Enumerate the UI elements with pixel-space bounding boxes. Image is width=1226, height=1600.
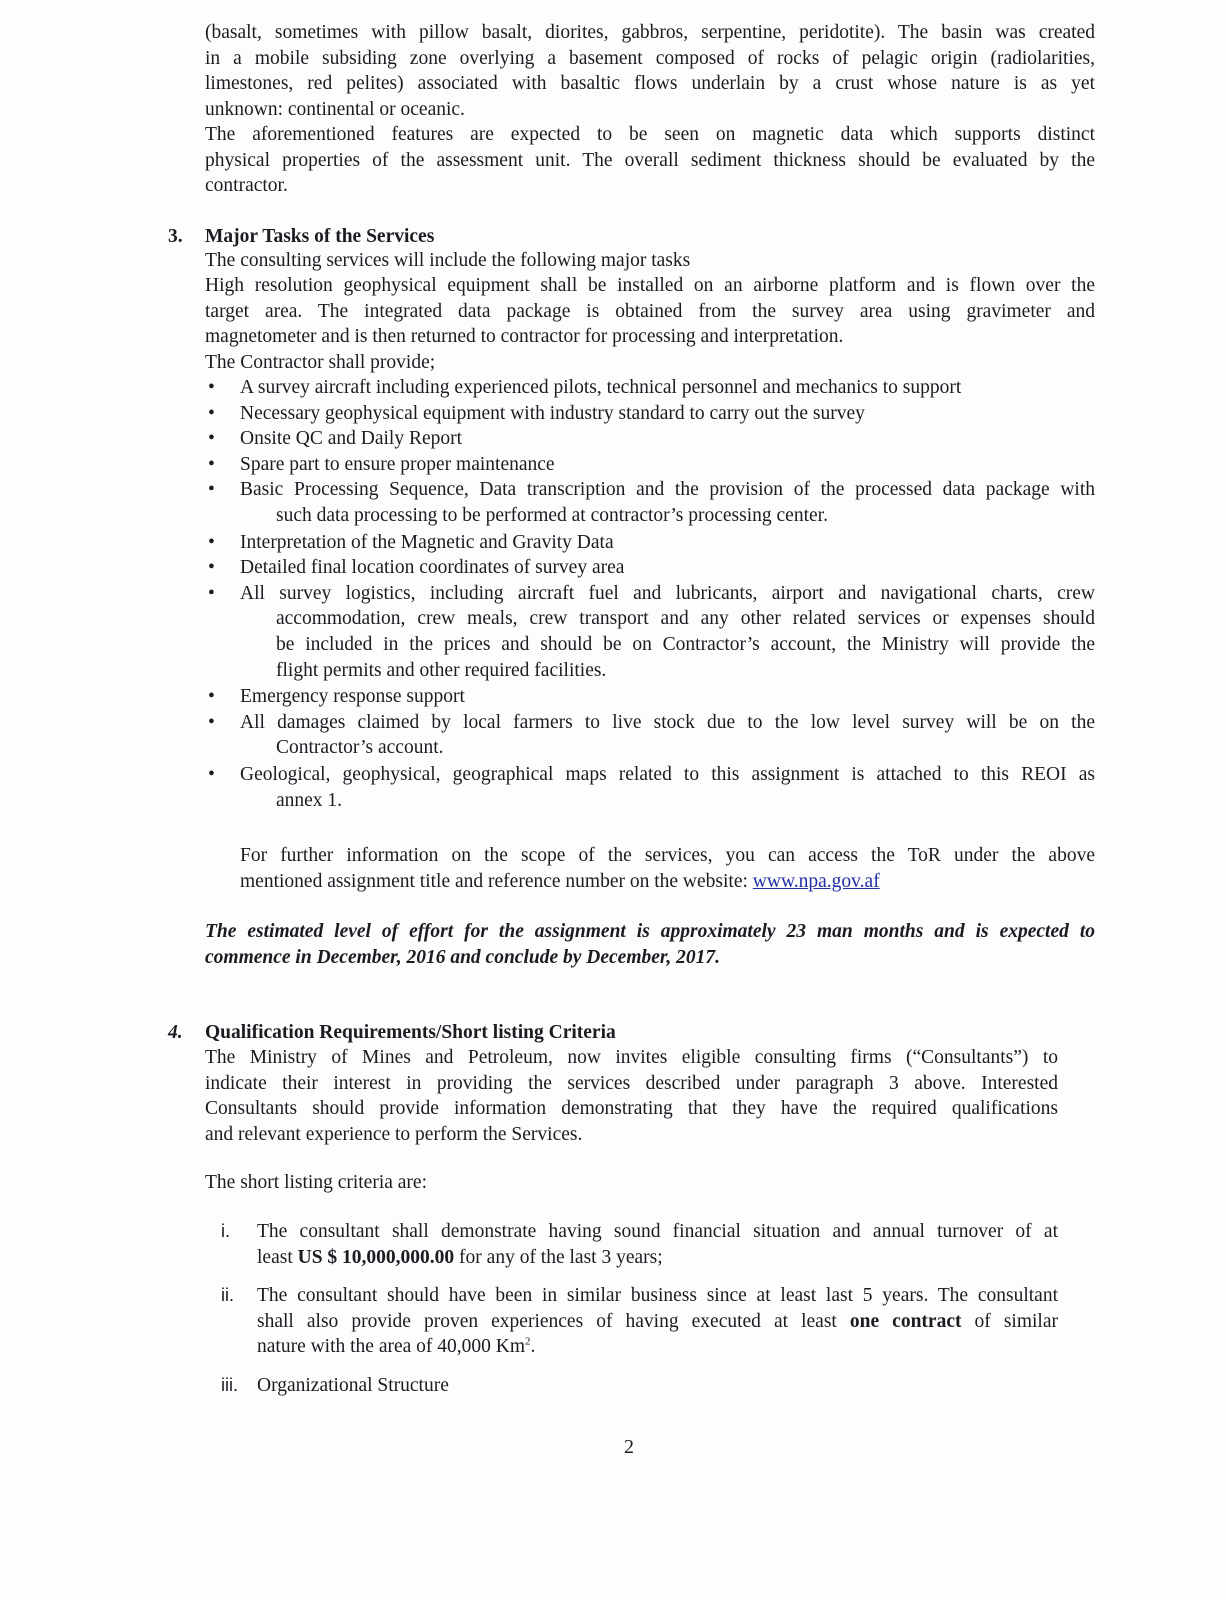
text-line: (basalt, sometimes with pillow basalt, diorites, gabbros, serpentine, peridotite). The basin was created xyxy=(205,22,1095,43)
section-3-title: Major Tasks of the Services xyxy=(205,226,435,247)
text-line: The consulting services will include the following major tasks xyxy=(205,250,691,271)
text-segment: of similar xyxy=(961,1310,1058,1332)
text-line: Necessary geophysical equipment with industry standard to carry out the survey xyxy=(240,402,865,424)
text-line: Spare part to ensure proper maintenance xyxy=(240,453,555,475)
text-segment: . xyxy=(530,1336,536,1358)
text-segment: for any of the last 3 years; xyxy=(454,1246,663,1268)
section-3-intro xyxy=(205,248,1095,274)
criteria-list xyxy=(205,1219,1058,1412)
task-bullet-item xyxy=(205,530,1095,556)
further-info-paragraph xyxy=(240,843,1095,894)
task-bullet-item xyxy=(205,452,1095,478)
task-bullet-item xyxy=(205,762,1095,813)
text-line xyxy=(257,1334,1058,1360)
text-line: magnetometer and is then returned to contractor for processing and interpretation. xyxy=(205,326,844,348)
section-3-paragraph xyxy=(205,273,1095,350)
effort-statement xyxy=(205,919,1095,970)
bullet-icon: • xyxy=(208,479,215,501)
text-line: Emergency response support xyxy=(240,686,465,708)
text-line: contractor. xyxy=(205,175,288,197)
text-line: target area. The integrated data package is obtained from the survey area using gravimeter and xyxy=(205,300,1095,322)
text-line: High resolution geophysical equipment shall be installed on an airborne platform and is flown over the xyxy=(205,275,1095,296)
text-line: and relevant experience to perform the Services. xyxy=(205,1123,583,1145)
text-line: The consultant shall demonstrate having sound financial situation and annual turnover of at xyxy=(257,1221,1058,1242)
text-line: The aforementioned features are expected to be seen on magnetic data which supports distinct xyxy=(205,124,1095,145)
intro-paragraph-1 xyxy=(205,20,1095,122)
text-line: All damages claimed by local farmers to live stock due to the low level survey will be on the xyxy=(240,711,1095,733)
section-3-heading xyxy=(168,224,1095,250)
text-line: limestones, red pelites) associated with basaltic flows underlain by a crust whose nature is as yet xyxy=(205,73,1095,95)
text-line: Basic Processing Sequence, Data transcription and the provision of the processed data package with xyxy=(240,479,1095,501)
criteria-intro xyxy=(205,1170,1095,1196)
task-bullet-item xyxy=(205,684,1095,710)
text-line: flight permits and other required facilities. xyxy=(276,659,607,681)
intro-paragraph-2 xyxy=(205,122,1095,199)
text-segment: US $ 10,000,000.00 xyxy=(297,1246,455,1268)
text-line: Onsite QC and Daily Report xyxy=(240,428,463,450)
bullet-icon: • xyxy=(208,453,215,475)
text-segment: least xyxy=(257,1246,298,1268)
text-line: For further information on the scope of the services, you can access the ToR under the above xyxy=(240,845,1095,866)
text-line: The Ministry of Mines and Petroleum, now invites eligible consulting firms (“Consultants”) to xyxy=(205,1047,1058,1068)
bullet-icon: • xyxy=(208,402,215,424)
text-line: Organizational Structure xyxy=(257,1374,449,1396)
bullet-icon: • xyxy=(208,711,215,733)
text-line: physical properties of the assessment unit. The overall sediment thickness should be evaluated by the xyxy=(205,149,1095,171)
text-line: be included in the prices and should be on Contractor’s account, the Ministry will provide the xyxy=(276,633,1095,655)
criteria-number: ii. xyxy=(221,1285,234,1306)
text-line xyxy=(257,1245,1058,1271)
criteria-number: i. xyxy=(221,1221,230,1241)
text-line: commence in December, 2016 and conclude by December, 2017. xyxy=(205,946,721,968)
section-4-heading xyxy=(168,1020,1095,1046)
bullet-icon: • xyxy=(208,531,215,553)
bullet-icon: • xyxy=(208,686,215,708)
criteria-item xyxy=(205,1373,1058,1399)
criteria-item xyxy=(205,1219,1058,1270)
bullet-icon: • xyxy=(208,557,215,579)
section-3-number: 3. xyxy=(168,226,183,247)
section-4-title: Qualification Requirements/Short listing Criteria xyxy=(205,1022,616,1043)
text-line: accommodation, crew meals, crew transport and any other related services or expenses should xyxy=(276,608,1095,630)
text-line xyxy=(257,1309,1058,1335)
text-line: Detailed final location coordinates of survey area xyxy=(240,557,625,579)
text-line: such data processing to be performed at contractor’s processing center. xyxy=(276,504,828,526)
task-bullet-item xyxy=(205,401,1095,427)
section-4-paragraph xyxy=(205,1045,1058,1147)
text-line: The consultant should have been in similar business since at least last 5 years. The consultant xyxy=(257,1285,1058,1307)
text-line: The estimated level of effort for the assignment is approximately 23 man months and is expected to xyxy=(205,921,1095,942)
text-line: in a mobile subsiding zone overlying a basement composed of rocks of pelagic origin (radiolarities, xyxy=(205,47,1095,69)
task-bullet-list xyxy=(205,375,1095,813)
section-4-number: 4. xyxy=(168,1022,183,1043)
website-link[interactable]: www.npa.gov.af xyxy=(752,870,880,892)
text-segment: nature with the area of 40,000 Km xyxy=(257,1336,526,1358)
text-line: Contractor’s account. xyxy=(276,737,444,759)
text-segment: shall also provide proven experiences of having executed at least xyxy=(257,1310,850,1332)
text-line: Consultants should provide information demonstrating that they have the required qualifications xyxy=(205,1098,1058,1120)
bullet-icon: • xyxy=(208,763,215,785)
text-segment: 2 xyxy=(525,1335,531,1348)
bullet-icon: • xyxy=(208,377,215,398)
task-bullet-item xyxy=(205,710,1095,761)
page-number: 2 xyxy=(624,1436,634,1458)
text-line: annex 1. xyxy=(276,789,343,811)
text-line: indicate their interest in providing the services described under paragraph 3 above. Interested xyxy=(205,1072,1058,1094)
task-bullet-item xyxy=(205,375,1095,401)
task-bullet-item xyxy=(205,581,1095,683)
text-segment: mentioned assignment title and reference number on the website: xyxy=(240,870,753,892)
text-line: Interpretation of the Magnetic and Gravity Data xyxy=(240,531,614,553)
text-line: The short listing criteria are: xyxy=(205,1172,428,1193)
text-line: unknown: continental or oceanic. xyxy=(205,98,465,120)
text-line: Geological, geophysical, geographical maps related to this assignment is attached to this REOI as xyxy=(240,763,1095,785)
criteria-item xyxy=(205,1283,1058,1360)
task-bullet-item xyxy=(205,555,1095,581)
task-bullet-item xyxy=(205,477,1095,528)
bullet-icon: • xyxy=(208,582,215,604)
bullet-icon: • xyxy=(208,428,215,450)
task-bullet-item xyxy=(205,426,1095,452)
text-line xyxy=(240,869,1095,895)
text-segment: one contract xyxy=(849,1310,962,1332)
text-line: A survey aircraft including experienced pilots, technical personnel and mechanics to support xyxy=(240,377,962,398)
text-line: All survey logistics, including aircraft fuel and lubricants, airport and navigational charts, crew xyxy=(240,582,1095,604)
contractor-provide-label xyxy=(205,350,1095,376)
text-line: The Contractor shall provide; xyxy=(205,352,436,373)
criteria-number: iii. xyxy=(221,1374,238,1395)
